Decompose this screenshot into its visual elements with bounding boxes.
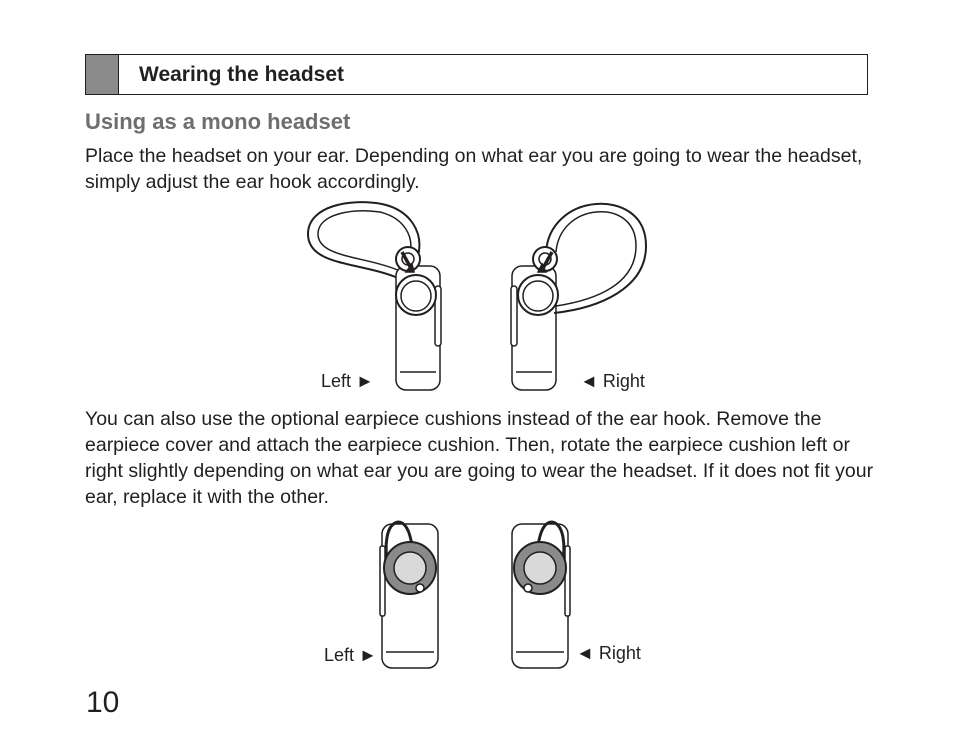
right-earpiece [523,281,553,311]
section-title: Wearing the headset [139,63,344,86]
page-number: 10 [86,686,120,719]
right-ear-hook [546,204,646,313]
left-earpiece [401,281,431,311]
subheading: Using as a mono headset [85,109,351,134]
section-header [85,54,868,95]
figure2-right-label: ◄ Right [576,643,641,663]
figure1-left-label: Left ► [321,371,374,391]
ear-hook-illustration [300,196,660,398]
figure1-right-label: ◄ Right [580,371,645,391]
paragraph-ear-hook: Place the headset on your ear. Depending on what ear you are going to wear the headset, simply adjust the ear hook accordingly. [85,145,863,193]
earpiece-cushion-illustration [370,516,580,674]
paragraph-earpiece-cushion: You can also use the optional earpiece cushions instead of the ear hook. Remove the earpiece cover and attach the earpiece cushion. Then, rotate the earpiece cushion left or right slightly depending on what ear you are going to wear the headset. If it does not fit your ear, replace it with the other. [85,408,874,508]
section-tab-marker [86,55,119,94]
figure2-left-label: Left ► [324,645,377,665]
